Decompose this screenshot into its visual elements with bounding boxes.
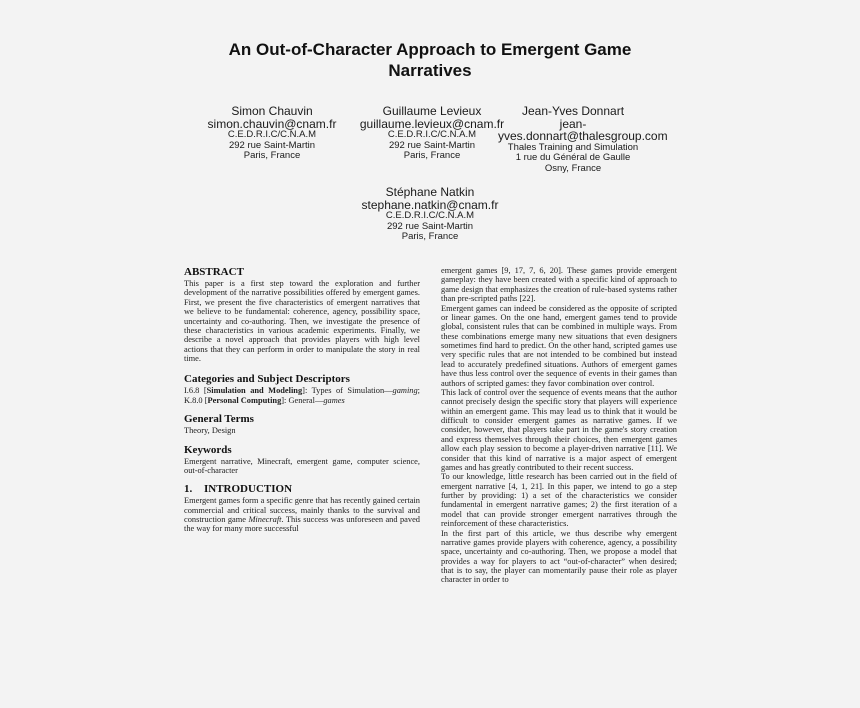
author-street: 292 rue Saint-Martin xyxy=(388,139,476,151)
title-line-1: An Out-of-Character Approach to Emergent Game xyxy=(228,40,632,59)
abstract-text: This paper is a first step toward the exploration and further development of the narrative possibilities offered by emergent games. First, we present the five characteristics of emergent narratives that we believe to be fundamental: coherence, agency, possibility space, uncertainty and co-authoring. Then, we investigate the presence of these characteristics in various academic experiments. Finally, we describe a novel approach that provides players with high level actions that they can perform in order to manipulate the story in real time. xyxy=(184,279,420,363)
section-number: 1. xyxy=(184,483,193,496)
author-name: Simon Chauvin xyxy=(231,104,313,118)
introduction-text: Emergent games form a specific genre that has recently gained certain commercial and critical success, mainly thanks to the survival and construction game Minecraft. This success was unforeseen and paved the way for many more successful xyxy=(184,496,420,534)
abstract-heading: ABSTRACT xyxy=(184,266,244,278)
author-city: Paris, France xyxy=(401,231,459,242)
body-paragraph: This lack of control over the sequence of events means that the author cannot precisely design the specific story that players will experience within an emergent game. This may lead us to think that it would be difficult to consider emergent games as narrative games. If we consider, however, that players take part in the game's story creation and express themselves through their choices, then emergent games allow each play session to become a player-driven narrative [11]. We consider that this kind of narrative is a major aspect of emergent games and has greatly contributed to their recent success. xyxy=(441,387,677,472)
author-name: Guillaume Levieux xyxy=(382,104,482,118)
title-line-2: Narratives xyxy=(388,61,472,80)
paper-title xyxy=(0,39,860,81)
keywords-text: Emergent narrative, Minecraft, emergent game, computer science, out-of-character xyxy=(184,456,420,475)
author-affiliation: C.E.D.R.I.C/C.N.A.M xyxy=(387,129,477,140)
author-affiliation: C.E.D.R.I.C/C.N.A.M xyxy=(385,210,475,221)
author-street: 1 rue du Général de Gaulle xyxy=(515,152,631,163)
categories-text: I.6.8 [Simulation and Modeling]: Types of Simulation—gaming; K.8.0 [Personal Computing]: General—games xyxy=(184,386,420,405)
author-street: 292 rue Saint-Martin xyxy=(228,139,316,151)
author-email: stephane.natkin@cnam.fr xyxy=(361,197,499,212)
author-name: Stéphane Natkin xyxy=(385,185,475,199)
author-block-chauvin xyxy=(207,105,337,162)
author-email-part-1: jean- xyxy=(559,116,587,131)
introduction-heading xyxy=(184,483,420,496)
body-paragraph: To our knowledge, little research has been carried out in the field of emergent narrative [4, 1, 21]. In this paper, we intend to go a step further by providing: 1) a set of the characteristics we consider fundamental in emergent narrative games; 2) the first iteration of a model that can provide stronger emergent narratives through the reinforcement of these characteristics. xyxy=(441,472,677,529)
keywords-heading: Keywords xyxy=(184,443,232,456)
author-email-part-2: yves.donnart@thalesgroup.com xyxy=(498,129,668,143)
author-city: Osny, France xyxy=(544,162,602,174)
right-column xyxy=(441,266,677,585)
author-email: simon.chauvin@cnam.fr xyxy=(207,116,337,131)
author-block-donnart xyxy=(498,104,668,174)
general-terms-heading: General Terms xyxy=(184,413,254,426)
author-block-levieux xyxy=(352,105,512,162)
body-paragraph: emergent games [9, 17, 7, 6, 20]. These games provide emergent gameplay: they have been created with a specific kind of approach to game design that emphasizes the creation of rule-based systems rather than pre-scripted paths [22]. xyxy=(441,266,677,304)
categories-heading: Categories and Subject Descriptors xyxy=(184,373,350,386)
author-block-natkin xyxy=(350,186,510,243)
author-email: guillaume.levieux@cnam.fr xyxy=(359,116,505,131)
general-terms-text: Theory, Design xyxy=(184,426,236,436)
author-affiliation: Thales Training and Simulation xyxy=(507,141,639,153)
author-name: Jean-Yves Donnart xyxy=(521,104,625,118)
author-street: 292 rue Saint-Martin xyxy=(386,220,474,232)
body-paragraph: In the first part of this article, we thus describe why emergent narrative games provide players with coherence, agency, a possibility space, uncertainty and co-authoring. Then, we propose a model that provides a way for players to act “out-of-character” when desired; that is to say, the player can momentarily pause their role as player character in order to xyxy=(441,528,677,585)
author-affiliation: C.E.D.R.I.C/C.N.A.M xyxy=(227,129,317,140)
author-city: Paris, France xyxy=(243,150,301,161)
left-column xyxy=(184,266,420,534)
body-paragraph: Emergent games can indeed be considered as the opposite of scripted or linear games. On the one hand, emergent games tend to provide global, consistent rules that can be combined in multiple ways. From these combinations emerge many new situations that even designers sometimes find hard to predict. On the other hand, scripted games use very specific rules that are not intended to be combined but instead lead to accurately predefined situations. Authors of emergent games have thus less control over the sequence of events in their games than authors of scripted games: they favor combination over control. xyxy=(441,303,677,388)
section-title: INTRODUCTION xyxy=(204,483,293,496)
author-city: Paris, France xyxy=(403,150,461,161)
